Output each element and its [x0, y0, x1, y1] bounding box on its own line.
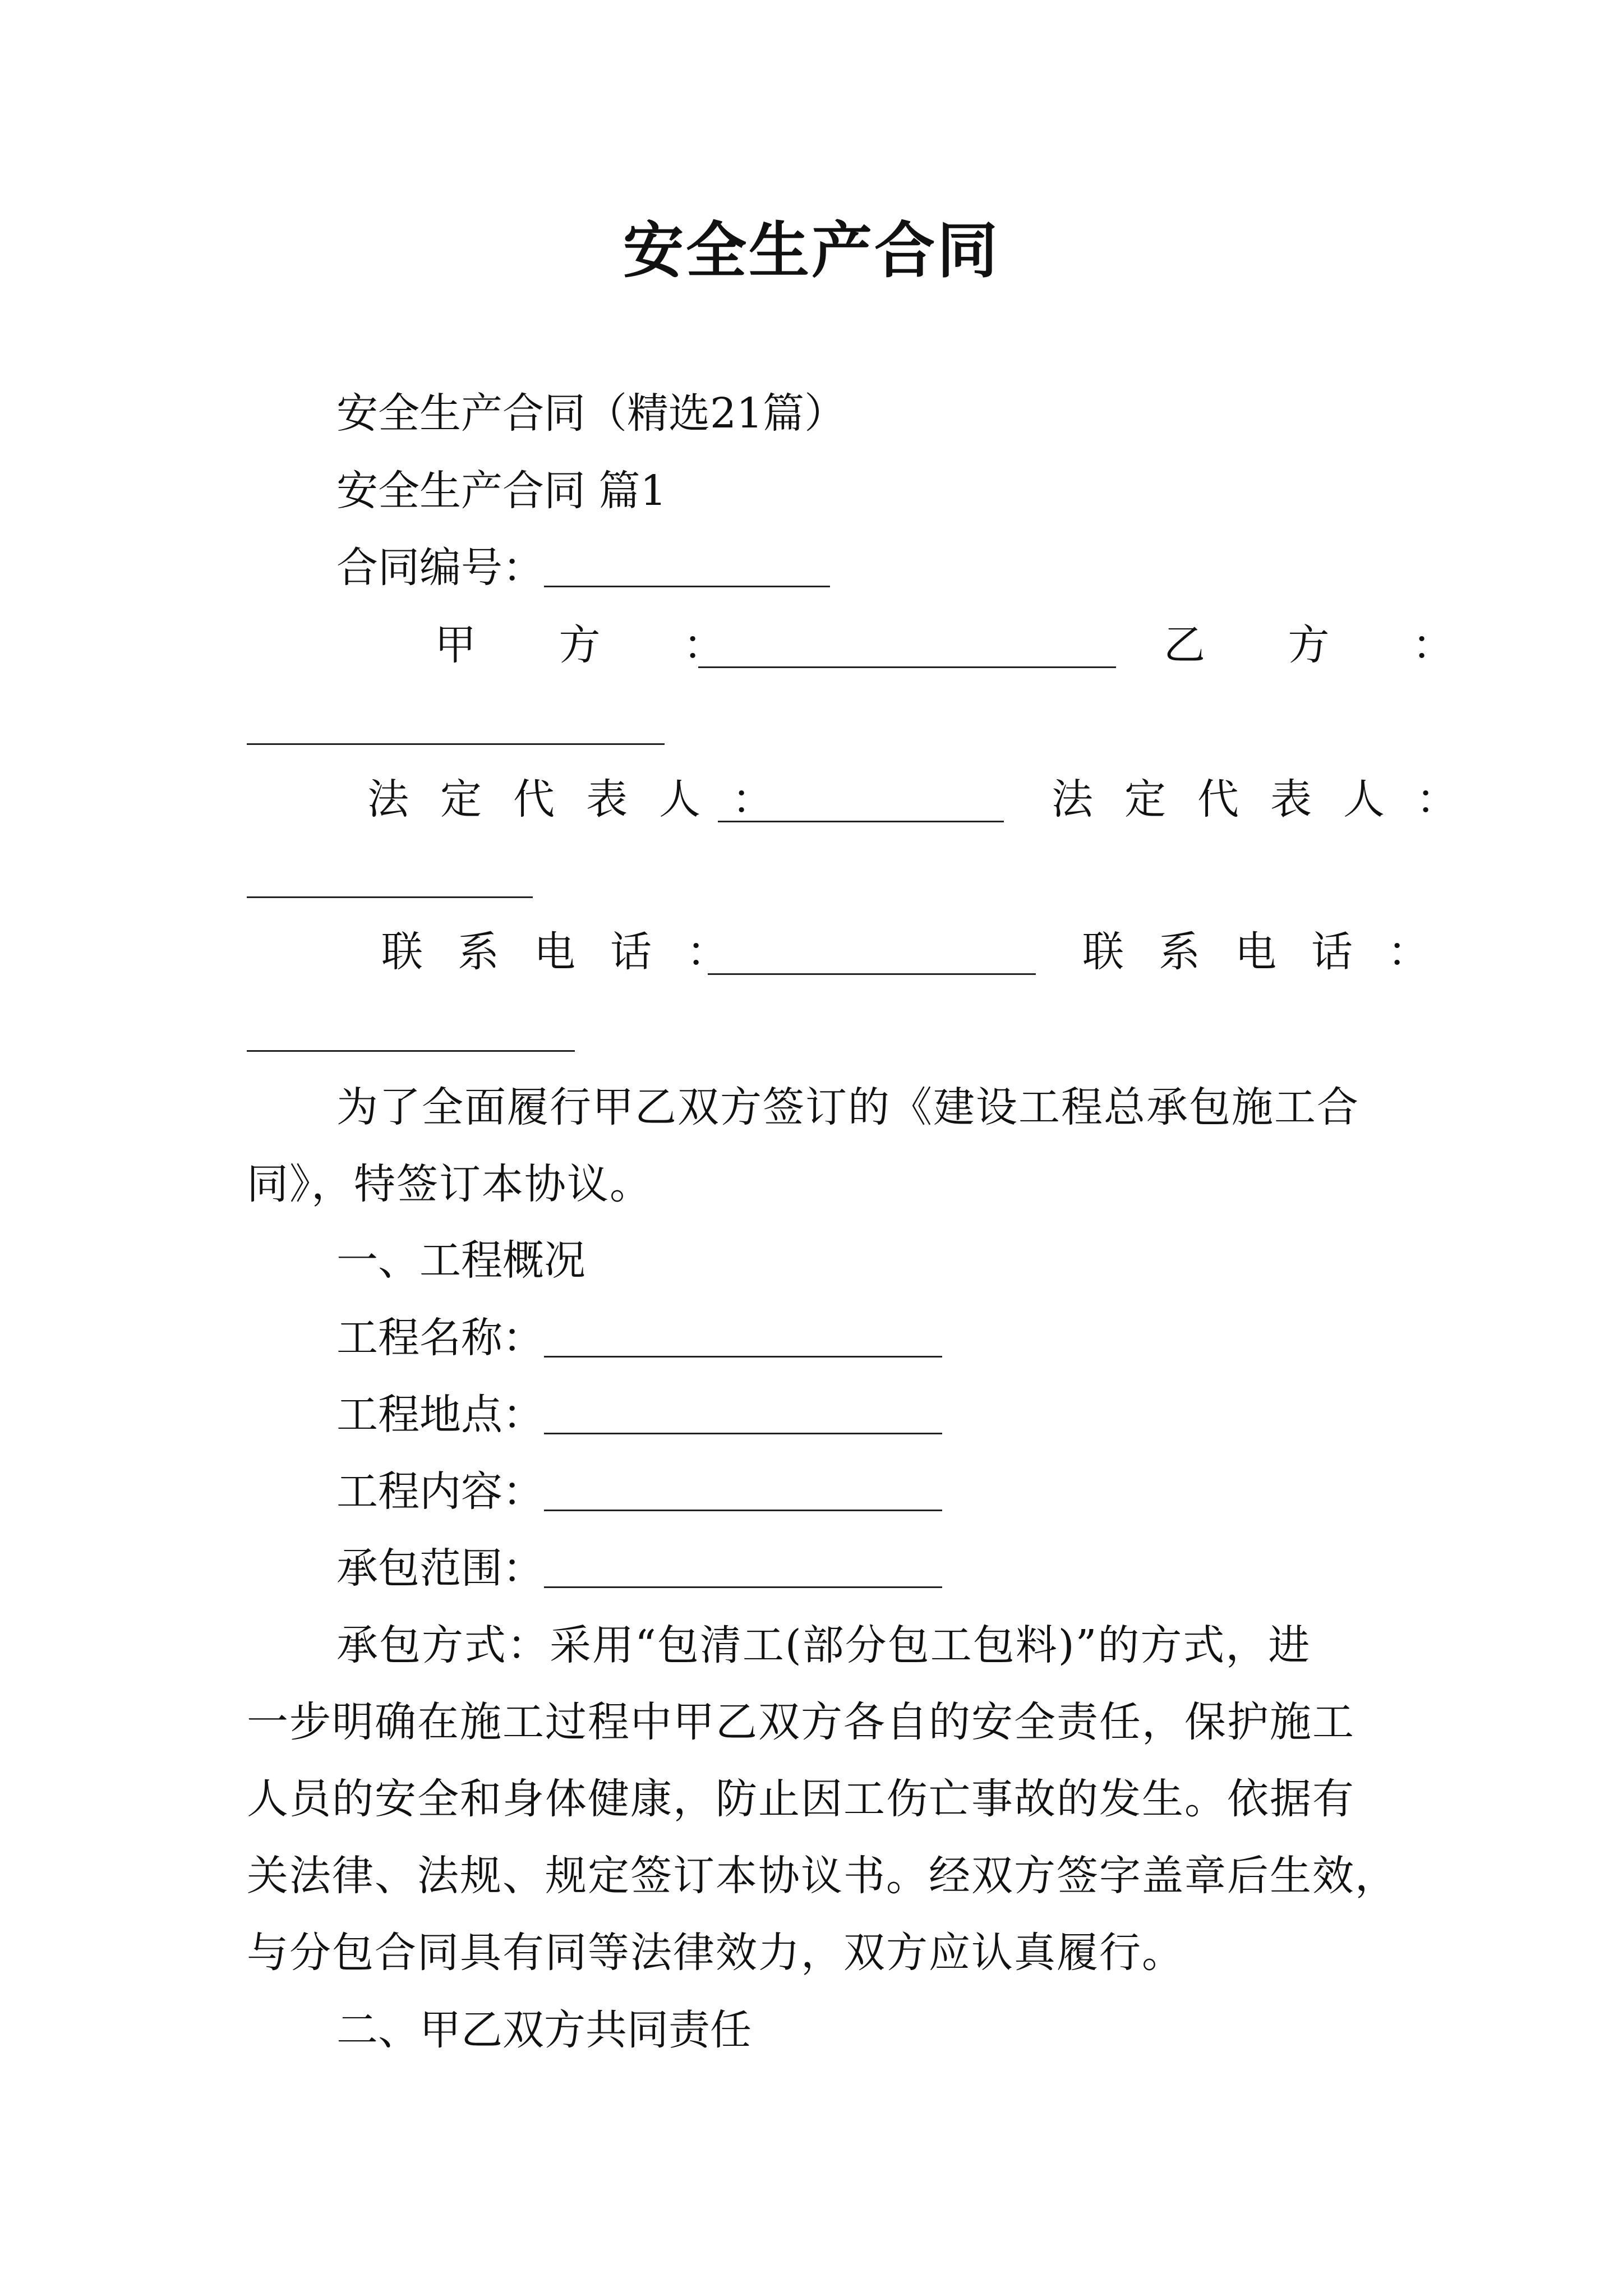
- party-a-blank[interactable]: [698, 666, 1116, 668]
- contract-number-row: [336, 544, 830, 592]
- project-content-label: 工程内容：: [336, 1467, 544, 1516]
- project-site-blank[interactable]: [544, 1433, 942, 1434]
- party-b-label: 乙 方 ：: [1164, 621, 1489, 669]
- contract-number-label: 合同编号：: [336, 544, 544, 592]
- contract-number-blank[interactable]: [544, 586, 830, 587]
- section-2-heading: 二、甲乙双方共同责任: [336, 2006, 751, 2054]
- tel-b-label: 联系电话：: [1082, 928, 1464, 976]
- project-content-row: [336, 1467, 942, 1516]
- party-b-blank[interactable]: [247, 743, 665, 745]
- mode-line-3: 人员的安全和身体健康，防止因工伤亡事故的发生。依据有: [247, 1775, 1355, 1823]
- section-1-heading: 一、工程概况: [336, 1236, 585, 1285]
- scope-label: 承包范围：: [336, 1544, 544, 1593]
- tel-a-blank[interactable]: [708, 973, 1036, 975]
- tel-a-label: 联系电话：: [381, 928, 763, 976]
- rep-b-blank[interactable]: [247, 896, 533, 898]
- page-title: 安全生产合同: [623, 215, 1000, 286]
- party-a-label: 甲 方 ：: [435, 621, 760, 669]
- project-name-blank[interactable]: [544, 1356, 942, 1358]
- intro-line-1: 为了全面履行甲乙双方签订的《建设工程总承包施工合: [336, 1083, 1359, 1131]
- mode-line-2: 一步明确在施工过程中甲乙双方各自的安全责任，保护施工: [247, 1698, 1355, 1746]
- rep-b-label: 法定代表人：: [1052, 775, 1489, 823]
- mode-line-4: 关法律、法规、规定签订本协议书。经双方签字盖章后生效，: [247, 1852, 1398, 1900]
- project-name-row: [336, 1314, 942, 1362]
- part-heading: 安全生产合同 篇1: [336, 467, 667, 515]
- mode-line-1: 承包方式：采用“包清工(部分包工包料)”的方式，进: [336, 1621, 1311, 1669]
- subtitle: 安全生产合同（精选21篇）: [336, 389, 846, 438]
- tel-b-blank[interactable]: [247, 1050, 575, 1052]
- mode-line-5: 与分包合同具有同等法律效力，双方应认真履行。: [247, 1929, 1184, 1977]
- scope-row: [336, 1544, 942, 1593]
- intro-line-2: 同》，特签订本协议。: [247, 1160, 652, 1208]
- rep-a-blank[interactable]: [718, 821, 1004, 822]
- rep-a-label: 法定代表人：: [367, 775, 805, 823]
- project-site-label: 工程地点：: [336, 1391, 544, 1439]
- scope-blank[interactable]: [544, 1586, 942, 1588]
- project-content-blank[interactable]: [544, 1510, 942, 1511]
- project-name-label: 工程名称：: [336, 1314, 544, 1362]
- project-site-row: [336, 1391, 942, 1439]
